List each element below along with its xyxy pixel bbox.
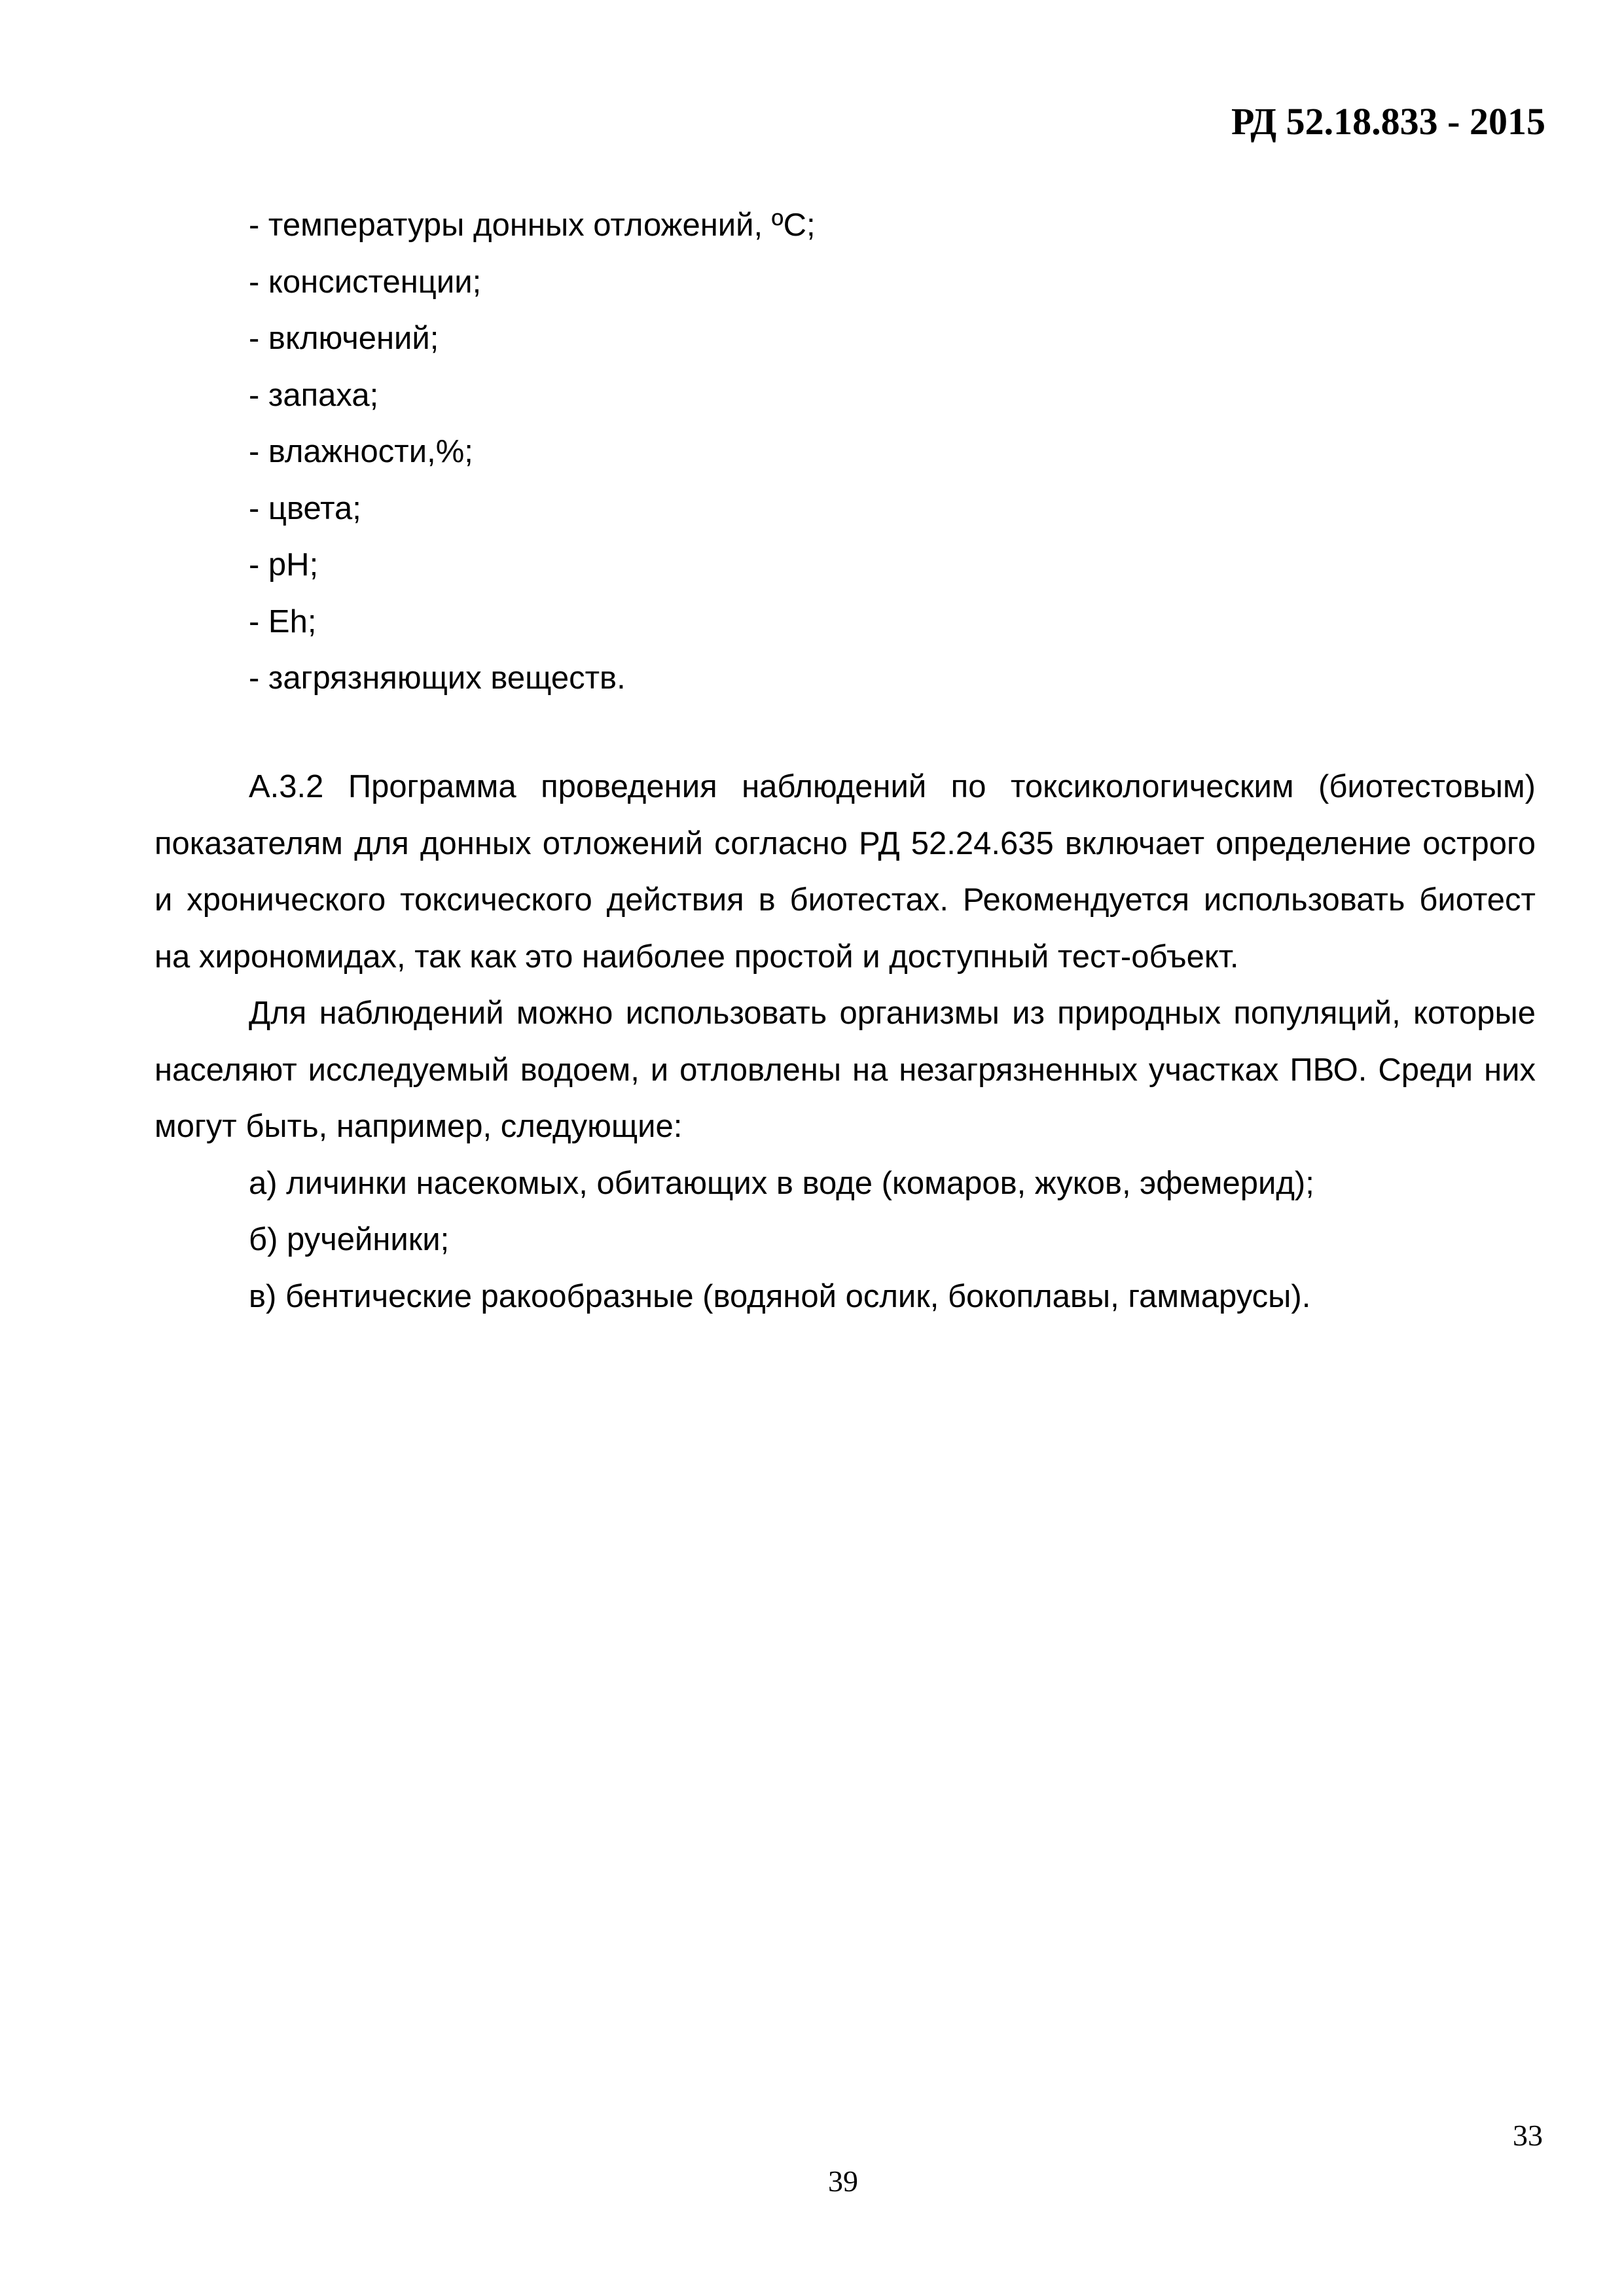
list-item: - включений; [249, 321, 439, 356]
body-text [154, 759, 1536, 1325]
list-item: - температуры донных отложений, ºС; [249, 207, 816, 243]
organism-item: в) бентические ракообразные (водяной ослик, бокоплавы, гаммарусы). [249, 1278, 1311, 1314]
list-item: - консистенции; [249, 264, 482, 300]
paragraph-organisms: Для наблюдений можно использовать организмы из природных популяций, которые населяют исследуемый водоем, и отловлены на незагрязненных участках ПВО. Среди них могут быть, например, следующие: [154, 996, 1536, 1144]
organism-item: б) ручейники; [249, 1222, 450, 1257]
list-item: - цвета; [249, 490, 361, 526]
page-number-document: 33 [1513, 2119, 1543, 2152]
list-item: - влажности,%; [249, 434, 473, 469]
document-code-header: РД 52.18.833 - 2015 [1231, 100, 1545, 143]
list-item: - рН; [249, 547, 319, 583]
indicator-list [249, 197, 1492, 707]
list-item: - загрязняющих веществ. [249, 660, 626, 696]
paragraph-a32: А.3.2 Программа проведения наблюдений по токсикологическим (биотестовым) показателям для донных отложений согласно РД 52.24.635 включает определение острого и хронического токсического действия в биотестах. Рекомендуется использовать биотест на хирономидах, так как это наиболее простой и доступный тест-объект. [154, 769, 1536, 975]
organism-item: а) личинки насекомых, обитающих в воде (комаров, жуков, эфемерид); [249, 1165, 1314, 1201]
page-number-file: 39 [828, 2164, 858, 2198]
list-item: - запаха; [249, 377, 379, 413]
list-item: - Eh; [249, 603, 317, 639]
